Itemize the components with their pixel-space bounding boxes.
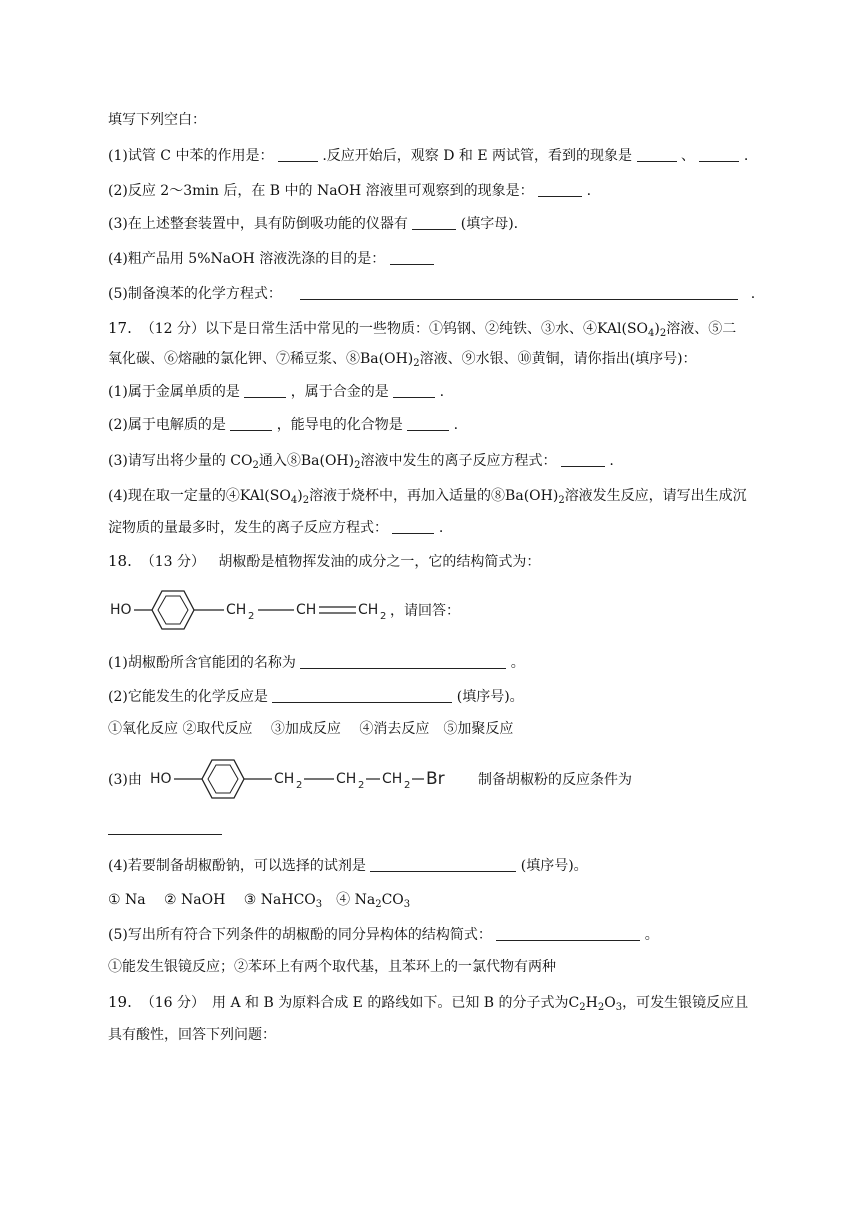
text: ④ Na xyxy=(322,892,376,908)
q18-stem xyxy=(108,552,540,571)
ch2-subscript: 2 xyxy=(248,611,255,622)
text: 溶液、⑨水银、⑩黄铜，请你指出(填序号)： xyxy=(419,351,697,367)
q18-options xyxy=(108,720,513,738)
text: 胡椒酚是植物挥发油的成分之一，它的结构简式为： xyxy=(218,554,541,570)
answer-blank[interactable] xyxy=(538,182,582,197)
q16-part1 xyxy=(108,147,748,165)
text: H xyxy=(585,995,598,1011)
answer-blank[interactable] xyxy=(278,147,318,162)
subscript: 2 xyxy=(252,460,259,471)
text: . xyxy=(609,453,614,469)
text: ，可发生银镜反应且 xyxy=(622,995,749,1011)
text: 氧化碳、⑥熔融的氯化钾、⑦稀豆浆、⑧Ba(OH) xyxy=(108,351,414,367)
subscript: 2 xyxy=(302,495,310,506)
q18-part3-prefix xyxy=(108,771,142,789)
text: 溶液中发生的离子反应方程式： xyxy=(360,453,557,469)
text: .反应开始后，观察 D 和 E 两试管，看到的现象是 xyxy=(322,148,633,164)
answer-blank[interactable] xyxy=(300,654,506,669)
subscript: 4 xyxy=(290,495,298,506)
text: . xyxy=(750,286,756,302)
chavicol-structure xyxy=(108,584,438,636)
answer-blank[interactable] xyxy=(300,285,738,300)
subscript: 3 xyxy=(315,899,323,910)
subscript: 2 xyxy=(413,358,420,369)
subscript: 2 xyxy=(659,328,667,339)
text: (5)制备溴苯的化学方程式： xyxy=(108,286,282,302)
text: 淀物质的量最多时，发生的离子反应方程式： xyxy=(108,520,388,536)
subscript: 2 xyxy=(375,899,382,910)
answer-blank[interactable] xyxy=(393,383,435,398)
subscript: 2 xyxy=(354,460,361,471)
structure-svg xyxy=(148,752,478,804)
ch2-label: CH xyxy=(382,771,403,787)
text: (5)写出所有符合下列条件的胡椒酚的同分异构体的结构简式： xyxy=(108,927,492,943)
text: (4)粗产品用 5%NaOH 溶液洗涤的目的是： xyxy=(108,251,386,267)
text: （13 分） xyxy=(140,554,206,570)
ch2-subscript: 2 xyxy=(296,780,303,791)
q17-stem-line2 xyxy=(108,350,697,368)
subscript: 3 xyxy=(403,899,411,910)
text: 溶液发生反应，请写出生成沉 xyxy=(564,488,747,504)
answer-blank[interactable] xyxy=(637,147,677,162)
question-number: 19. xyxy=(108,993,132,1011)
answer-blank[interactable] xyxy=(230,416,272,431)
text: (2)反应 2～3min 后，在 B 中的 NaOH 溶液里可观察到的现象是： xyxy=(108,183,534,199)
q18-part3-suffix xyxy=(478,771,632,789)
ch2-label: CH xyxy=(336,771,357,787)
text: (4)现在取一定量的④KAl(SO xyxy=(108,488,291,504)
q18-part5 xyxy=(108,926,659,944)
q16-part2 xyxy=(108,182,591,200)
text: ①能发生银镜反应；②苯环上有两个取代基，且苯环上的一氯代物有两种 xyxy=(108,959,556,975)
subscript: 2 xyxy=(558,495,565,506)
answer-blank[interactable] xyxy=(561,452,605,467)
text: . xyxy=(438,520,444,536)
q18-prompt xyxy=(390,602,460,620)
text: (3)请写出将少量的 CO xyxy=(108,453,253,469)
q18-part4-options xyxy=(108,891,410,909)
ch2-subscript: 2 xyxy=(358,780,365,791)
q18-part3-answer xyxy=(108,820,222,838)
answer-blank[interactable] xyxy=(244,383,286,398)
text: ①氧化反应 ②取代反应 ③加成反应 ④消去反应 ⑤加聚反应 xyxy=(108,721,514,737)
text: CO xyxy=(381,892,404,908)
text: (填字母). xyxy=(460,216,519,232)
text: 通入⑧Ba(OH) xyxy=(258,453,355,469)
q19-stem-line2 xyxy=(108,1026,276,1044)
text: (2)它能发生的化学反应是 xyxy=(108,689,268,705)
answer-blank[interactable] xyxy=(370,857,516,872)
text: （12 分）以下是日常生活中常见的一些物质：①钨钢、②纯铁、③水、④KAl(SO xyxy=(140,321,649,337)
q18-part2 xyxy=(108,688,524,706)
text: O xyxy=(604,995,616,1011)
q16-part4 xyxy=(108,250,434,268)
text: (1)试管 C 中苯的作用是： xyxy=(108,148,274,164)
q18-conditions xyxy=(108,958,556,976)
text: . xyxy=(453,417,459,433)
text: . xyxy=(439,384,445,400)
q16-part5 xyxy=(108,285,755,303)
text: (1)属于金属单质的是 xyxy=(108,384,240,400)
text: 。 xyxy=(644,927,659,943)
structure-svg xyxy=(108,584,438,636)
answer-blank[interactable] xyxy=(272,688,452,703)
ho-label: HO xyxy=(110,602,132,618)
instruction-text: 填写下列空白： xyxy=(108,112,206,128)
ch-label: CH xyxy=(296,602,317,618)
text: 溶液于烧杯中，再加入适量的⑧Ba(OH) xyxy=(309,488,559,504)
question-number: 18. xyxy=(108,552,132,570)
q17-part4-line2 xyxy=(108,519,443,537)
subscript: 2 xyxy=(579,1002,586,1013)
text: (3)在上述整套装置中，具有防倒吸功能的仪器有 xyxy=(108,216,408,232)
ch2-label: CH xyxy=(358,602,379,618)
q18-part1 xyxy=(108,654,525,672)
text: ，属于合金的是 xyxy=(290,384,389,400)
q19-stem-line1 xyxy=(108,993,748,1012)
answer-blank[interactable] xyxy=(412,215,456,230)
ch2-label: CH xyxy=(226,602,247,618)
q17-stem-line1 xyxy=(108,319,736,338)
text: （16 分） 用 A 和 B 为原料合成 E 的路线如下。已知 B 的分子式为C xyxy=(140,995,580,1011)
answer-blank[interactable] xyxy=(390,250,434,265)
ch2-label: CH xyxy=(274,771,295,787)
text: ，请回答： xyxy=(390,603,460,619)
text: 。 xyxy=(510,655,525,671)
answer-blank[interactable] xyxy=(407,416,449,431)
q17-part4-line1 xyxy=(108,487,747,505)
ch2-subscript: 2 xyxy=(380,611,387,622)
br-label: Br xyxy=(426,769,445,789)
q18-part4 xyxy=(108,857,588,875)
ho-label: HO xyxy=(150,771,172,787)
text: (1)胡椒酚所含官能团的名称为 xyxy=(108,655,296,671)
text: . xyxy=(586,183,592,199)
question-number: 17. xyxy=(108,319,132,337)
subscript: 4 xyxy=(648,328,655,339)
subscript: 3 xyxy=(615,1002,623,1013)
q17-part3 xyxy=(108,452,614,470)
text: (4)若要制备胡椒酚钠，可以选择的试剂是 xyxy=(108,858,366,874)
text: 、 xyxy=(680,148,695,164)
text: (填序号)。 xyxy=(520,858,588,874)
q17-part1 xyxy=(108,383,444,401)
text: . xyxy=(743,148,749,164)
text: ) xyxy=(654,321,660,337)
instruction-line xyxy=(108,111,206,129)
answer-blank[interactable] xyxy=(496,926,640,941)
text: (填序号)。 xyxy=(456,689,524,705)
answer-blank[interactable] xyxy=(108,820,222,835)
subscript: 2 xyxy=(597,1002,605,1013)
text: 溶液、⑤二 xyxy=(666,321,737,337)
answer-blank[interactable] xyxy=(699,147,739,162)
answer-blank[interactable] xyxy=(392,519,434,534)
q17-part2 xyxy=(108,416,458,434)
text: ，能导电的化合物是 xyxy=(276,417,403,433)
text: ) xyxy=(297,488,303,504)
q16-part3 xyxy=(108,215,518,233)
text: (3)由 xyxy=(108,772,142,788)
benzene-inner xyxy=(208,765,238,793)
text: 制备胡椒粉的反应条件为 xyxy=(478,772,632,788)
bromo-structure xyxy=(148,752,478,804)
benzene-inner xyxy=(158,596,188,624)
text: (2)属于电解质的是 xyxy=(108,417,226,433)
ch2-subscript: 2 xyxy=(404,780,411,791)
text: 具有酸性，回答下列问题： xyxy=(108,1027,276,1043)
text: ① Na ② NaOH ③ NaHCO xyxy=(108,892,316,908)
